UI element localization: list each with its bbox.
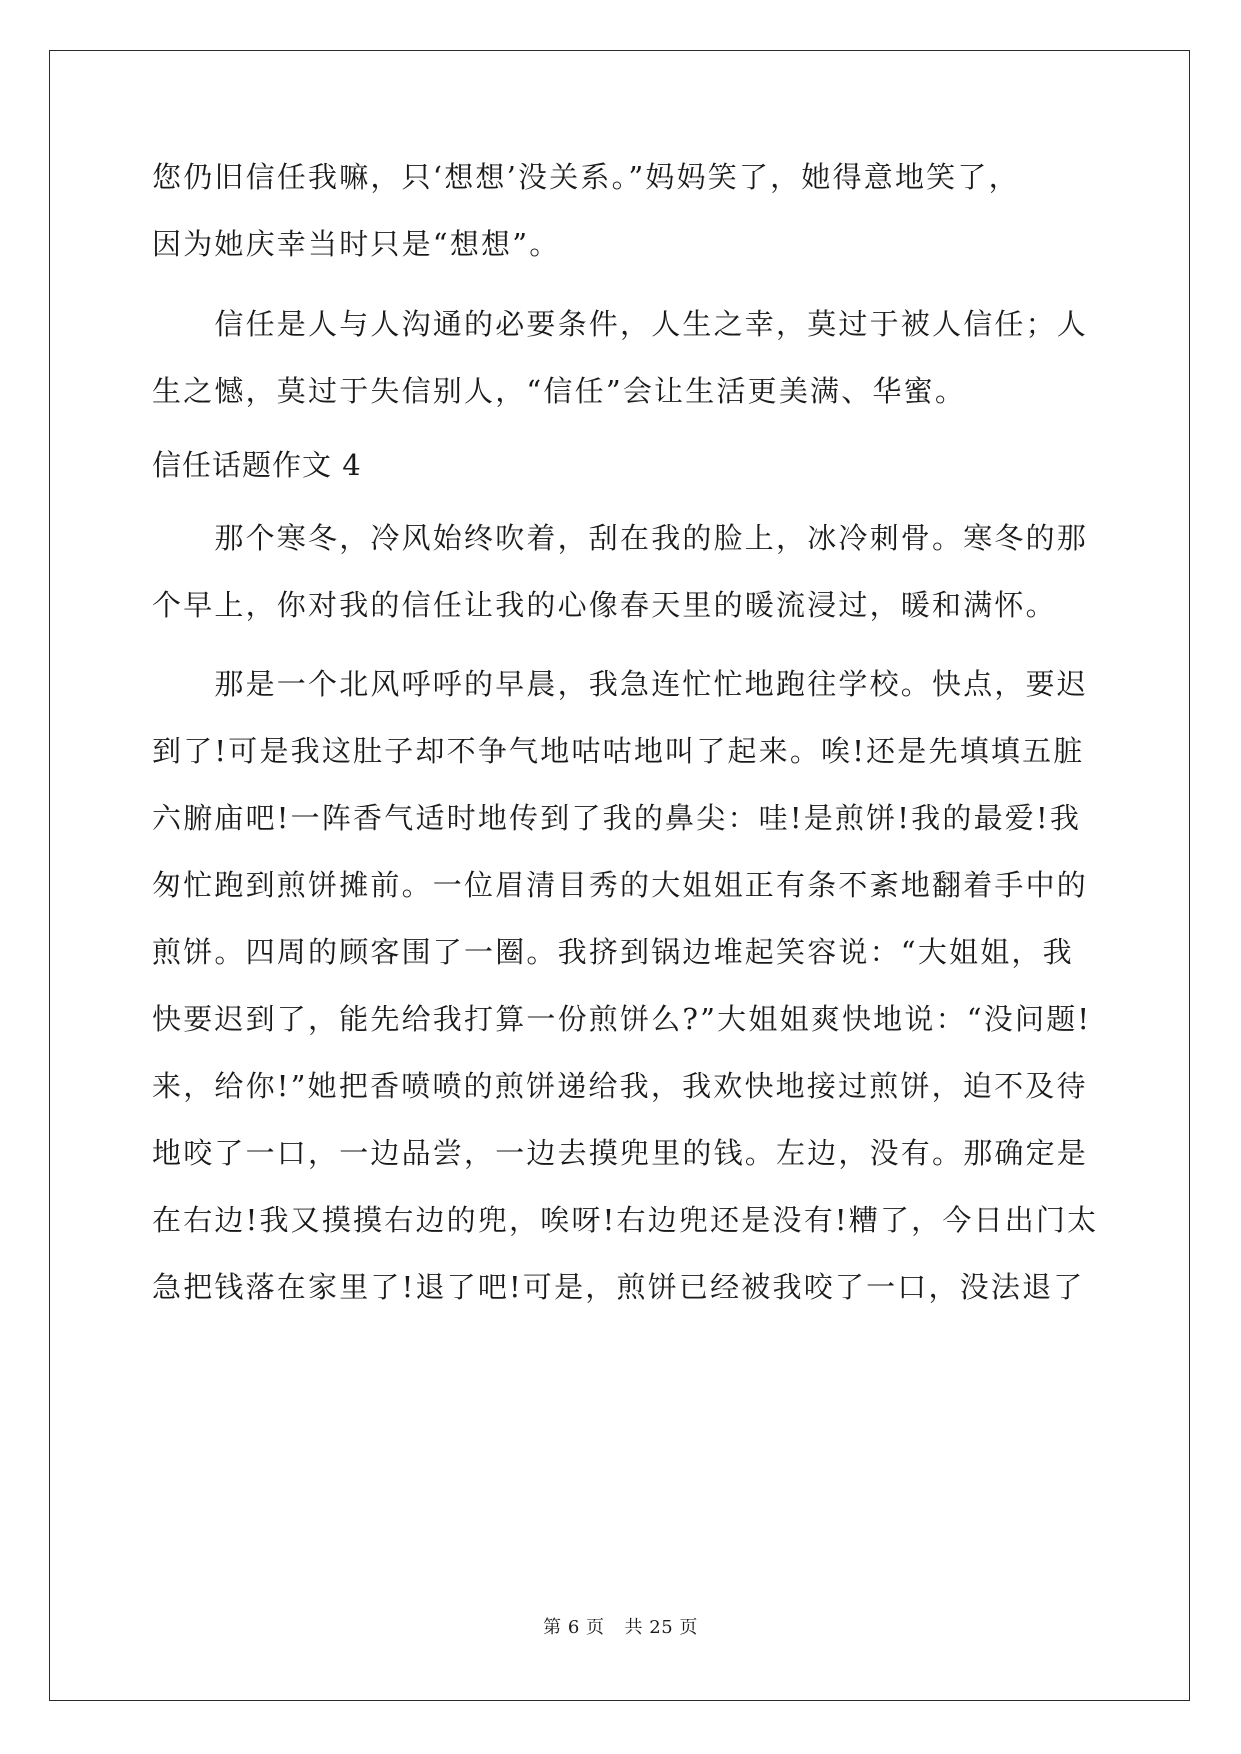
page-footer bbox=[0, 1616, 1241, 1640]
text-line: 在右边!我又摸摸右边的兜，唉呀!右边兜还是没有!糟了，今日出门太 bbox=[152, 1203, 1099, 1237]
text-line: 个早上，你对我的信任让我的心像春天里的暖流浸过，暖和满怀。 bbox=[152, 588, 1057, 622]
page-number: 第 6 页 bbox=[543, 1617, 605, 1638]
section-heading: 信任话题作文 4 bbox=[152, 448, 362, 482]
text-line: 来，给你!”她把香喷喷的煎饼递给我，我欢快地接过煎饼，迫不及待 bbox=[152, 1069, 1088, 1103]
text-line: 信任是人与人沟通的必要条件，人生之幸，莫过于被人信任；人 bbox=[152, 307, 1089, 341]
text-line: 您仍旧信任我嘛，只‘想想’没关系。”妈妈笑了，她得意地笑了， bbox=[152, 160, 1020, 194]
text-line: 那个寒冬，冷风始终吹着，刮在我的脸上，冰冷刺骨。寒冬的那 bbox=[152, 521, 1089, 555]
text-line: 地咬了一口，一边品尝，一边去摸兜里的钱。左边，没有。那确定是 bbox=[152, 1136, 1089, 1170]
text-line: 生之憾，莫过于失信别人，“信任”会让生活更美满、华蜜。 bbox=[152, 374, 967, 408]
text-line: 因为她庆幸当时只是“想想”。 bbox=[152, 227, 561, 261]
text-line: 匆忙跑到煎饼摊前。一位眉清目秀的大姐姐正有条不紊地翻着手中的 bbox=[152, 868, 1089, 902]
page-total: 共 25 页 bbox=[624, 1617, 698, 1638]
text-line: 快要迟到了，能先给我打算一份煎饼么?”大姐姐爽快地说：“没问题! bbox=[152, 1002, 1092, 1036]
text-line: 六腑庙吧!一阵香气适时地传到了我的鼻尖：哇!是煎饼!我的最爱!我 bbox=[152, 801, 1082, 835]
text-line: 煎饼。四周的顾客围了一圈。我挤到锅边堆起笑容说：“大姐姐，我 bbox=[152, 935, 1074, 969]
text-line: 到了!可是我这肚子却不争气地咕咕地叫了起来。唉!还是先填填五脏 bbox=[152, 734, 1085, 768]
text-line: 急把钱落在家里了!退了吧!可是，煎饼已经被我咬了一口，没法退了 bbox=[152, 1270, 1085, 1304]
text-line: 那是一个北风呼呼的早晨，我急连忙忙地跑往学校。快点，要迟 bbox=[152, 667, 1089, 701]
